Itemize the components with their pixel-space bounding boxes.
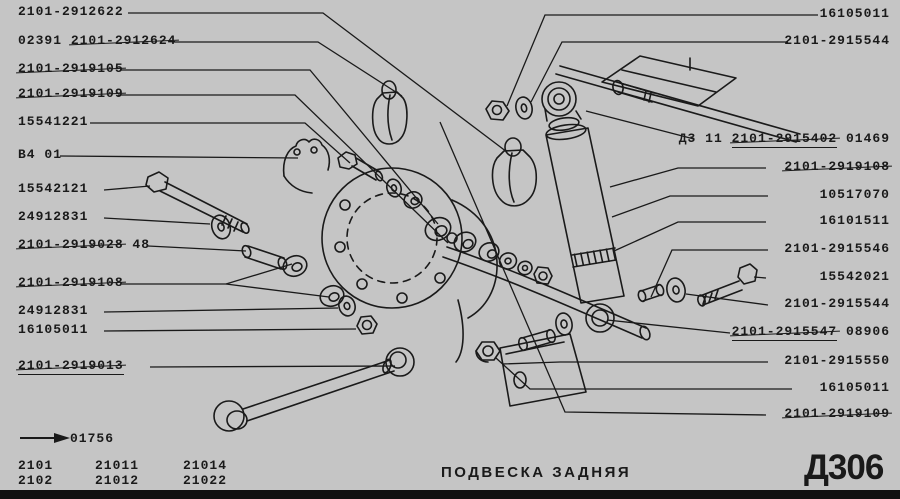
part-label: 24912831 [18,209,89,224]
part-label: 16105011 [819,6,890,21]
part-label: В4 01 [18,147,63,162]
bolt-bracket [338,152,384,182]
washer-c [385,177,404,198]
part-label: 15541221 [18,114,89,129]
revision-ref: 01756 [70,431,115,446]
bolt-short [697,264,757,307]
part-label: 2101-2919105 [18,61,124,76]
nut-b [486,101,509,120]
plate-code: Д306 [804,448,884,487]
bolt-long [146,172,250,234]
part-label: 02391 2101-2912624 [18,33,177,48]
nut-a [357,316,377,334]
part-label: 2101-2915546 [784,241,890,256]
footer-bar [0,490,900,499]
bushing-c [402,189,424,210]
shock-absorber [542,82,624,332]
revision-arrow [20,433,70,443]
spacer-sleeve-b [637,284,665,302]
part-label: 2101-2919013 [18,358,124,373]
leader-lines [60,13,818,415]
part-label: 15542121 [18,181,89,196]
upper-arm [443,247,652,341]
model-row: 2101 21011 21014 [18,458,228,473]
part-label: 2101-2915547 08906 [731,324,890,339]
spacer-sleeve-a [241,245,288,271]
shock-lower-mount [476,312,586,406]
part-label: 2101-2915544 [784,296,890,311]
body-bracket [556,56,800,142]
part-label: 2101-2919109 [784,406,890,421]
part-label: 2101-2915550 [784,353,890,368]
part-label: 24912831 [18,303,89,318]
part-label: 16105011 [819,380,890,395]
part-label: 2101-2919109 [18,86,124,101]
part-label: 2101-2919108 [784,159,890,174]
lower-arm [214,348,414,431]
model-table [18,458,227,488]
buffer-large [492,138,536,206]
part-label: 2101-2919028 48 [18,237,151,252]
part-label: 16105011 [18,322,89,337]
part-label: 16101511 [819,213,890,228]
suspension-parts [146,56,800,431]
part-label: 15542021 [819,269,890,284]
washer-d [514,96,534,121]
washer-e [665,276,688,303]
part-label: 2101-2912622 [18,4,124,19]
part-label: Д3 11 2101-2915402 01469 [678,131,890,146]
model-row: 2102 21012 21022 [18,473,228,488]
part-label: 2101-2919108 [18,275,124,290]
part-label: 2101-2915544 [784,33,890,48]
axle-bracket [284,139,330,193]
buffer-small [373,81,407,144]
axle-housing [322,168,497,362]
page-title: ПОДВЕСКА ЗАДНЯЯ [441,464,632,481]
part-label: 10517070 [819,187,890,202]
